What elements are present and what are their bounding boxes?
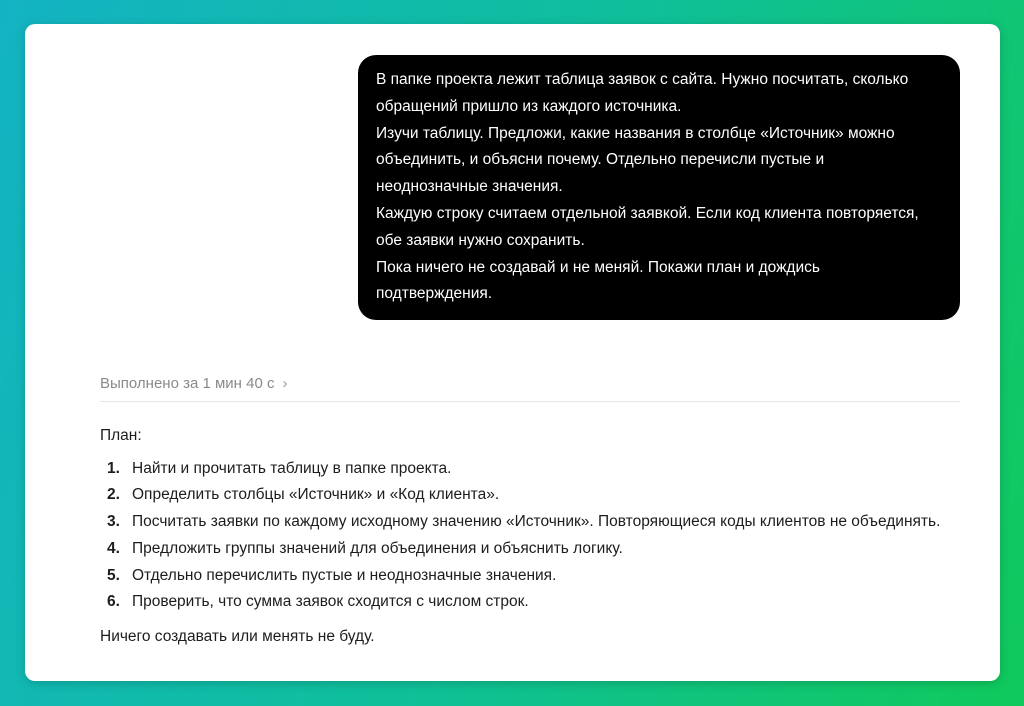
plan-title: План: [100,427,142,444]
plan-step [100,589,960,616]
plan-step-number: 3. [107,513,120,531]
chat-window [25,24,1000,681]
plan-step-number: 1. [107,459,120,477]
plan-step [100,536,960,563]
execution-status-toggle[interactable] [100,371,960,402]
plan-step-text: Проверить, что сумма заявок сходится с числом строк. [132,593,529,611]
answer-closing-text: Ничего создавать или менять не буду. [100,627,375,645]
plan-step-text: Найти и прочитать таблицу в папке проекта. [132,459,452,477]
plan-step [100,563,960,590]
user-message-paragraph: В папке проекта лежит таблица заявок с сайта. Нужно посчитать, сколько обращений пришло из каждого источника. [376,71,909,115]
execution-status-label: Выполнено за 1 мин 40 с [100,375,275,392]
plan-step-number: 6. [107,593,120,611]
user-message-bubble [358,55,960,320]
chevron-right-icon: › [282,375,288,392]
user-message-paragraph: Пока ничего не создавай и не меняй. Покажи план и дождись подтверждения. [376,258,820,303]
plan-step-number: 2. [107,486,120,504]
plan-step [100,482,960,509]
plan-step-text: Посчитать заявки по каждому исходному значению «Источник». Повторяющиеся коды клиентов не объединять. [132,513,941,531]
plan-step-number: 5. [107,566,120,584]
plan-step-number: 4. [107,539,120,557]
assistant-answer [100,423,960,651]
user-message-paragraph: Каждую строку считаем отдельной заявкой. Если код клиента повторяется, обе заявки нужно сохранить. [376,204,919,249]
plan-step [100,456,960,483]
user-message-paragraph: Изучи таблицу. Предложи, какие названия в столбце «Источник» можно объединить, и объясни почему. Отдельно перечисли пустые и неоднозначные значения. [376,124,895,196]
plan-step-text: Предложить группы значений для объединения и объяснить логику. [132,539,623,557]
plan-step-text: Отдельно перечислить пустые и неоднозначные значения. [132,566,557,584]
plan-steps-list [100,456,960,616]
plan-step [100,509,960,536]
plan-step-text: Определить столбцы «Источник» и «Код клиента». [132,486,500,504]
